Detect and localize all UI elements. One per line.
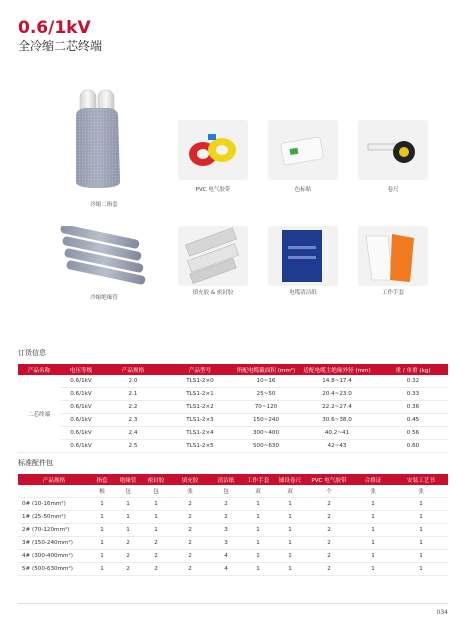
kit-cell: 1: [274, 524, 306, 537]
kit-cell: 1: [394, 524, 448, 537]
kit-cell: 1: [142, 511, 170, 524]
kit-header: 指套: [90, 474, 114, 485]
cold-shrink-breakout-image: [60, 82, 150, 192]
order-cell: TLS1-2×3: [164, 414, 236, 427]
order-row: [18, 414, 448, 427]
kit-cell: 2: [170, 524, 210, 537]
kit-table: [18, 474, 448, 576]
kit-row: [18, 563, 448, 576]
order-cell: 2.5: [102, 440, 164, 453]
kit-cell: 1: [394, 550, 448, 563]
insulation-tube-image: [52, 226, 152, 286]
kit-unit: 双: [242, 485, 274, 498]
kit-unit: 包: [142, 485, 170, 498]
kit-cell: 2: [170, 537, 210, 550]
caption-tube: 冷缩绝缘管: [90, 295, 118, 301]
kit-row: [18, 550, 448, 563]
order-row: [18, 401, 448, 414]
kit-cell: 1: [90, 537, 114, 550]
kit-unit: 张: [352, 485, 394, 498]
order-cell: 500~630: [236, 440, 296, 453]
kit-cell: 2: [306, 498, 352, 511]
kit-cell: 1: [274, 550, 306, 563]
voltage-title: 0.6/1kV: [18, 18, 91, 38]
order-cell: TLS1-2×0: [164, 375, 236, 388]
order-cell: 0.6/1kV: [60, 375, 102, 388]
product-title: 全冷缩二芯终端: [18, 39, 103, 53]
kit-cell: 1: [274, 498, 306, 511]
kit-cell: 2: [306, 563, 352, 576]
kit-cell: 1: [142, 498, 170, 511]
kit-cell: 2: [306, 550, 352, 563]
order-cell: 10~16: [236, 375, 296, 388]
order-cell: 0.6/1kV: [60, 427, 102, 440]
caption-mastic: 填充胶 & 密封胶: [192, 290, 234, 296]
kit-cell: 3# (150-240mm²): [18, 537, 90, 550]
order-cell: 0.6/1kV: [60, 401, 102, 414]
kit-cell: 1: [114, 498, 142, 511]
kit-row: [18, 498, 448, 511]
order-row: [18, 440, 448, 453]
color-label-image: [268, 120, 338, 180]
page-number: 034: [436, 609, 448, 616]
order-cell: 0.60: [378, 440, 448, 453]
kit-cell: 1: [274, 563, 306, 576]
kit-header: 铺设卷尺: [274, 474, 306, 485]
footer-rule: [18, 603, 448, 604]
order-cell: 0.56: [378, 427, 448, 440]
order-cell: 22.2~27.4: [296, 401, 378, 414]
order-cell: 30.6~38.0: [296, 414, 378, 427]
kit-cell: 1: [242, 524, 274, 537]
caption-tape-measure: 卷尺: [387, 187, 399, 193]
kit-cell: 1: [90, 550, 114, 563]
kit-cell: 1: [352, 524, 394, 537]
kit-unit: 包: [114, 485, 142, 498]
kit-cell: 2: [142, 563, 170, 576]
order-header: 重 / 单重 (kg): [378, 364, 448, 375]
kit-unit: 包: [210, 485, 242, 498]
caption-pvc-tape: PVC 电气胶带: [195, 187, 231, 193]
kit-cell: 2: [170, 563, 210, 576]
order-cell: 25~50: [236, 388, 296, 401]
order-row: [18, 427, 448, 440]
order-cell: TLS1-2×1: [164, 388, 236, 401]
kit-unit: 双: [274, 485, 306, 498]
kit-header-row: [18, 474, 448, 485]
order-cell: 2.1: [102, 388, 164, 401]
kit-cell: 5# (500-630mm²): [18, 563, 90, 576]
kit-cell: 1: [352, 511, 394, 524]
kit-cell: 1: [394, 498, 448, 511]
kit-cell: 2: [170, 511, 210, 524]
kit-unit-row: [18, 485, 448, 498]
order-cell: 40.2~41: [296, 427, 378, 440]
order-cell: 2.3: [102, 414, 164, 427]
kit-cell: 2: [170, 550, 210, 563]
caption-gloves: 工作手套: [381, 290, 405, 296]
kit-cell: 2: [114, 537, 142, 550]
kit-title: 标准配件包: [18, 459, 53, 467]
order-cell: 70~120: [236, 401, 296, 414]
order-cell: TLS1-2×5: [164, 440, 236, 453]
kit-cell: 4# (300-400mm²): [18, 550, 90, 563]
kit-cell: 2: [210, 511, 242, 524]
kit-cell: 1: [242, 563, 274, 576]
order-cell: 2.0: [102, 375, 164, 388]
kit-row: [18, 537, 448, 550]
order-row: [18, 375, 448, 388]
kit-cell: 2: [306, 524, 352, 537]
order-header: 产品型号: [164, 364, 236, 375]
kit-unit: 根: [90, 485, 114, 498]
caption-cleaning: 电缆清洁纸: [289, 290, 317, 296]
kit-header: 产品规格: [18, 474, 90, 485]
kit-cell: 1: [352, 550, 394, 563]
kit-cell: 1: [274, 537, 306, 550]
kit-cell: 0# (10-16mm²): [18, 498, 90, 511]
kit-cell: 2: [306, 537, 352, 550]
order-cell: TLS1-2×4: [164, 427, 236, 440]
kit-cell: 1: [114, 524, 142, 537]
order-cell: 14.8~17.4: [296, 375, 378, 388]
kit-row: [18, 524, 448, 537]
order-cell: 0.32: [378, 375, 448, 388]
kit-header: 密封胶: [142, 474, 170, 485]
kit-cell: 1# (25-50mm²): [18, 511, 90, 524]
pvc-tape-image: [178, 120, 248, 180]
caption-label: 色标贴: [294, 187, 312, 193]
cleaning-paper-image: [268, 226, 338, 286]
kit-cell: 1: [90, 498, 114, 511]
order-cell: 0.33: [378, 388, 448, 401]
kit-header: 工作手套: [242, 474, 274, 485]
kit-header: 填充胶: [170, 474, 210, 485]
gloves-image: [358, 226, 428, 286]
order-title: 订货信息: [18, 349, 46, 357]
order-cell: TLS1-2×2: [164, 401, 236, 414]
kit-cell: 4: [210, 563, 242, 576]
order-cell: 42~43: [296, 440, 378, 453]
kit-unit: 张: [394, 485, 448, 498]
kit-cell: 1: [352, 537, 394, 550]
order-cell: 2.4: [102, 427, 164, 440]
order-cell: 20.4~23.0: [296, 388, 378, 401]
order-cell: 0.45: [378, 414, 448, 427]
order-row: [18, 388, 448, 401]
kit-cell: 3: [210, 524, 242, 537]
kit-cell: 1: [394, 537, 448, 550]
page-heading: [18, 18, 102, 54]
tape-measure-image: [358, 120, 428, 180]
kit-cell: 2: [142, 550, 170, 563]
kit-header: 清洁纸: [210, 474, 242, 485]
kit-cell: 1: [242, 537, 274, 550]
kit-cell: 1: [394, 511, 448, 524]
kit-cell: 2: [170, 498, 210, 511]
kit-cell: 1: [394, 563, 448, 576]
kit-cell: 1: [90, 511, 114, 524]
kit-header: 合格证: [352, 474, 394, 485]
order-header-row: [18, 364, 448, 375]
kit-cell: 1: [114, 511, 142, 524]
order-header: 所配电缆截面积 (mm²): [236, 364, 296, 375]
order-cell: 150~240: [236, 414, 296, 427]
kit-header: PVC 电气胶带: [306, 474, 352, 485]
kit-unit: 个: [306, 485, 352, 498]
order-cell: 0.6/1kV: [60, 414, 102, 427]
kit-cell: 3: [210, 537, 242, 550]
order-cell: 300~400: [236, 427, 296, 440]
kit-cell: 1: [274, 511, 306, 524]
kit-cell: 2: [210, 498, 242, 511]
kit-cell: 1: [242, 511, 274, 524]
order-product-name: 二芯终端: [18, 375, 60, 453]
kit-cell: 2# (70-120mm²): [18, 524, 90, 537]
order-cell: 0.6/1kV: [60, 388, 102, 401]
kit-cell: 2: [114, 550, 142, 563]
kit-header: 绝缘管: [114, 474, 142, 485]
kit-cell: 1: [352, 563, 394, 576]
caption-breakout: 冷缩二指套: [90, 202, 118, 208]
kit-cell: 1: [242, 550, 274, 563]
kit-header: 安装工艺书: [394, 474, 448, 485]
kit-unit: [18, 485, 90, 498]
order-table: [18, 364, 448, 453]
kit-cell: 2: [306, 511, 352, 524]
kit-cell: 1: [90, 524, 114, 537]
order-cell: 0.6/1kV: [60, 440, 102, 453]
order-header: 电压等级: [60, 364, 102, 375]
kit-cell: 2: [114, 563, 142, 576]
kit-cell: 4: [210, 550, 242, 563]
order-header: 产品规格: [102, 364, 164, 375]
kit-cell: 1: [142, 524, 170, 537]
mastic-sealant-image: [178, 226, 248, 286]
order-cell: 2.2: [102, 401, 164, 414]
kit-row: [18, 511, 448, 524]
order-header: 适配电缆主绝缘外径 (mm): [296, 364, 378, 375]
kit-cell: 1: [242, 498, 274, 511]
kit-cell: 1: [352, 498, 394, 511]
kit-cell: 1: [90, 563, 114, 576]
order-header: 产品名称: [18, 364, 60, 375]
kit-cell: 2: [142, 537, 170, 550]
order-cell: 0.36: [378, 401, 448, 414]
kit-unit: 张: [170, 485, 210, 498]
